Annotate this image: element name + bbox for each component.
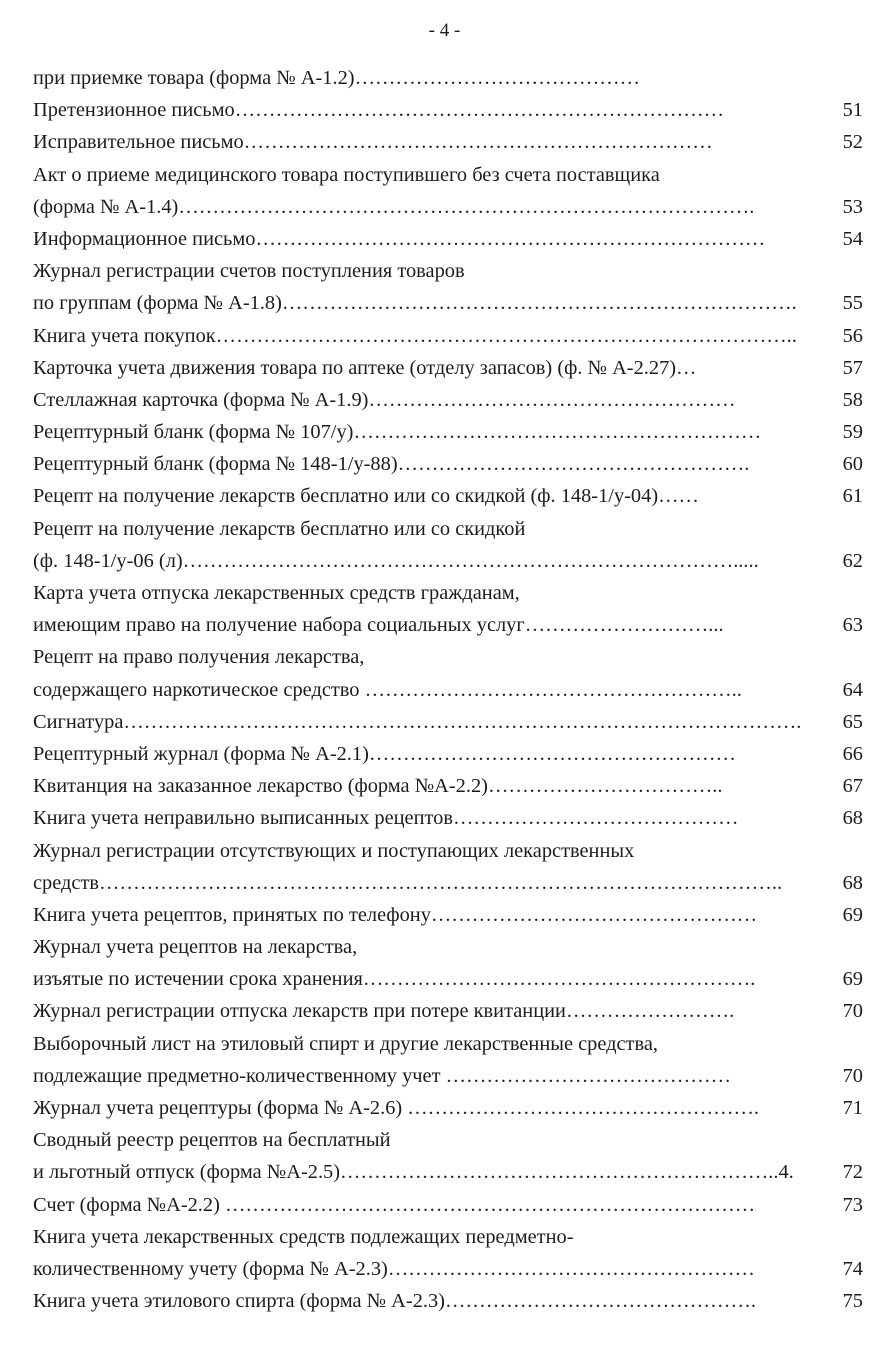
toc-line (33, 1092, 863, 1124)
toc-entry (33, 94, 863, 126)
toc-line (33, 995, 863, 1027)
toc-line (33, 577, 863, 609)
toc-page-number (819, 255, 863, 287)
toc-line (33, 674, 863, 706)
toc-page-number (819, 513, 863, 545)
toc-line (33, 545, 863, 577)
toc-entry-text: Счет (форма №А-2.2) …………………………………………………………………… (33, 1193, 756, 1216)
toc-line (33, 126, 863, 158)
toc-line (33, 641, 863, 673)
toc-entry (33, 577, 863, 641)
toc-entry (33, 255, 863, 319)
toc-entry (33, 320, 863, 352)
toc-page-number (819, 62, 863, 94)
toc-entry-text: Карточка учета движения товара по аптеке (отделу запасов) (ф. № А-2.27)… (33, 356, 697, 379)
toc-page-number (819, 1124, 863, 1156)
toc-page-number: 62 (842, 549, 863, 572)
toc-entry-text: имеющим право на получение набора социальных услуг………………………... (33, 614, 724, 637)
toc-entry-text: средств……………………………………………………………………………………….. (33, 871, 783, 894)
toc-page-number (819, 159, 863, 191)
toc-entry (33, 641, 863, 705)
toc-line (33, 1060, 863, 1092)
toc-entry-text: Журнал регистрации счетов поступления товаров (33, 260, 465, 283)
toc-line (33, 706, 863, 738)
toc-page-number: 71 (842, 1097, 863, 1119)
toc-line (33, 223, 863, 255)
toc-entry-text: Журнал регистрации отпуска лекарств при потере квитанции……………………. (33, 1000, 735, 1023)
toc-entry-text: Книга учета рецептов, принятых по телефону………………………………………… (33, 903, 758, 926)
toc-page-number: 60 (842, 453, 863, 476)
toc-entry-text: Рецептурный журнал (форма № А-2.1)……………………………………………… (33, 742, 736, 765)
toc-page-number: 57 (842, 356, 863, 379)
toc-entry-text: Книга учета этилового спирта (форма № А-2.3)………………………………………. (33, 1290, 756, 1313)
toc-page-number: 70 (842, 1000, 863, 1023)
toc-line (33, 191, 863, 223)
toc-entry-text: (ф. 148-1/у-06 (л)………………………………………………………………………..... (33, 549, 759, 572)
toc-page-number (819, 931, 863, 963)
toc-page-number: 70 (842, 1064, 863, 1087)
toc-entry-text: Сводный реестр рецептов на бесплатный (33, 1129, 391, 1152)
toc-line (33, 1156, 863, 1188)
toc-page-number (819, 1221, 863, 1253)
table-of-contents (33, 62, 863, 1317)
toc-entry (33, 899, 863, 931)
toc-entry (33, 126, 863, 158)
toc-entry-text: Информационное письмо………………………………………………………………… (33, 227, 766, 250)
toc-page-number: 61 (842, 485, 863, 508)
toc-line (33, 802, 863, 834)
toc-entry (33, 835, 863, 899)
toc-entry (33, 706, 863, 738)
toc-entry (33, 223, 863, 255)
toc-page-number: 72 (842, 1161, 863, 1184)
toc-page-number: 53 (842, 195, 863, 218)
toc-entry-text: (форма № А-1.4)…………………………………………………………………………. (33, 195, 755, 218)
toc-entry-text: Карта учета отпуска лекарственных средств гражданам, (33, 582, 520, 604)
toc-page-number: 51 (842, 99, 863, 122)
toc-line (33, 384, 863, 416)
toc-line (33, 899, 863, 931)
toc-line (33, 1124, 863, 1156)
toc-line (33, 1028, 863, 1060)
toc-page-number: 74 (842, 1257, 863, 1280)
toc-entry-text: Выборочный лист на этиловый спирт и другие лекарственные средства, (33, 1032, 658, 1055)
toc-entry-text: Книга учета неправильно выписанных рецептов…………………………………… (33, 807, 739, 830)
toc-entry-text: количественному учету (форма № А-2.3)……………………………………………… (33, 1257, 755, 1280)
toc-line (33, 963, 863, 995)
toc-line (33, 480, 863, 512)
toc-entry (33, 448, 863, 480)
toc-entry-text: Рецептурный бланк (форма № 148-1/у-88)……………………………………………. (33, 453, 750, 476)
toc-line (33, 62, 863, 94)
toc-entry (33, 513, 863, 577)
toc-line (33, 255, 863, 287)
toc-entry-text: Сигнатура………………………………………………………………………………………. (33, 710, 802, 733)
toc-page-number: 56 (842, 324, 863, 347)
toc-entry-text: Квитанция на заказанное лекарство (форма №А-2.2)…………………………….. (33, 775, 723, 798)
toc-line (33, 448, 863, 480)
toc-entry (33, 384, 863, 416)
toc-line (33, 1253, 863, 1285)
toc-entry-text: изъятые по истечении срока хранения…………………………………………………. (33, 968, 756, 991)
toc-entry-text: и льготный отпуск (форма №А-2.5)………………………………………………………..4. (33, 1161, 794, 1184)
toc-page-number: 73 (842, 1193, 863, 1216)
toc-page-number: 68 (842, 807, 863, 830)
toc-entry (33, 1092, 863, 1124)
toc-entry-text: по группам (форма № А-1.8)…………………………………………………………………. (33, 292, 797, 315)
toc-page-number: 64 (842, 678, 863, 701)
toc-entry (33, 995, 863, 1027)
toc-page-number (819, 641, 863, 673)
toc-page-number: 69 (842, 968, 863, 991)
toc-page-number: 66 (842, 742, 863, 765)
toc-line (33, 931, 863, 963)
toc-entry-text: Книга учета лекарственных средств подлежащих передметно- (33, 1225, 574, 1248)
toc-entry-text: Книга учета покупок………………………………………………………………………….. (33, 324, 797, 347)
toc-entry-text: Акт о приеме медицинского товара поступившего без счета поставщика (33, 163, 660, 186)
toc-page-number: 59 (842, 421, 863, 444)
toc-entry (33, 1028, 863, 1092)
toc-entry-text: Стеллажная карточка (форма № А-1.9)……………………………………………… (33, 388, 736, 411)
toc-entry (33, 480, 863, 512)
toc-entry (33, 1124, 863, 1188)
toc-entry (33, 931, 863, 995)
toc-entry (33, 62, 863, 94)
toc-line (33, 416, 863, 448)
toc-line (33, 1189, 863, 1221)
toc-page-number: 65 (842, 710, 863, 733)
toc-entry-text: Рецепт на получение лекарств бесплатно или со скидкой (ф. 148-1/у-04)…… (33, 485, 699, 508)
toc-line (33, 1221, 863, 1253)
toc-line (33, 94, 863, 126)
toc-page-number (819, 1028, 863, 1060)
toc-line (33, 738, 863, 770)
toc-line (33, 352, 863, 384)
toc-line (33, 835, 863, 867)
toc-line (33, 770, 863, 802)
toc-entry (33, 1221, 863, 1285)
toc-page-number: 69 (842, 903, 863, 926)
toc-page-number: 68 (842, 871, 863, 894)
toc-entry-text: Журнал учета рецептуры (форма № А-2.6) ……………………………………………. (33, 1097, 760, 1119)
toc-entry (33, 416, 863, 448)
toc-entry-text: содержащего наркотическое средство ……………………………………………….. (33, 678, 742, 701)
toc-line (33, 867, 863, 899)
toc-entry-text: Журнал регистрации отсутствующих и поступающих лекарственных (33, 839, 635, 862)
toc-line (33, 287, 863, 319)
toc-entry (33, 352, 863, 384)
toc-page-number (819, 835, 863, 867)
toc-page-number: 54 (842, 227, 863, 250)
toc-page-number: 75 (842, 1290, 863, 1313)
toc-line (33, 513, 863, 545)
page-number: - 4 - (428, 20, 461, 41)
toc-entry-text: подлежащие предметно-количественному учет …………………………………… (33, 1064, 732, 1087)
toc-page-number (819, 577, 863, 609)
toc-entry-text: Рецептурный бланк (форма № 107/у)…………………………………………………… (33, 421, 762, 444)
toc-entry-text: при приемке товара (форма № А-1.2)…………………………………… (33, 67, 641, 89)
toc-page-number: 55 (842, 292, 863, 315)
toc-page-number: 52 (842, 131, 863, 154)
toc-entry-text: Журнал учета рецептов на лекарства, (33, 936, 358, 959)
toc-entry-text: Претензионное письмо……………………………………………………………… (33, 99, 725, 122)
toc-entry (33, 1285, 863, 1317)
toc-entry (33, 1189, 863, 1221)
toc-entry-text: Рецепт на право получения лекарства, (33, 646, 365, 669)
toc-entry (33, 738, 863, 770)
toc-line (33, 159, 863, 191)
toc-entry (33, 159, 863, 223)
toc-page-number: 58 (842, 388, 863, 411)
toc-entry-text: Исправительное письмо…………………………………………………………… (33, 131, 713, 154)
toc-line (33, 320, 863, 352)
toc-page-number: 63 (842, 614, 863, 637)
toc-entry (33, 802, 863, 834)
toc-line (33, 609, 863, 641)
toc-line (33, 1285, 863, 1317)
toc-entry (33, 770, 863, 802)
toc-entry-text: Рецепт на получение лекарств бесплатно или со скидкой (33, 517, 526, 540)
toc-page-number: 67 (842, 775, 863, 798)
